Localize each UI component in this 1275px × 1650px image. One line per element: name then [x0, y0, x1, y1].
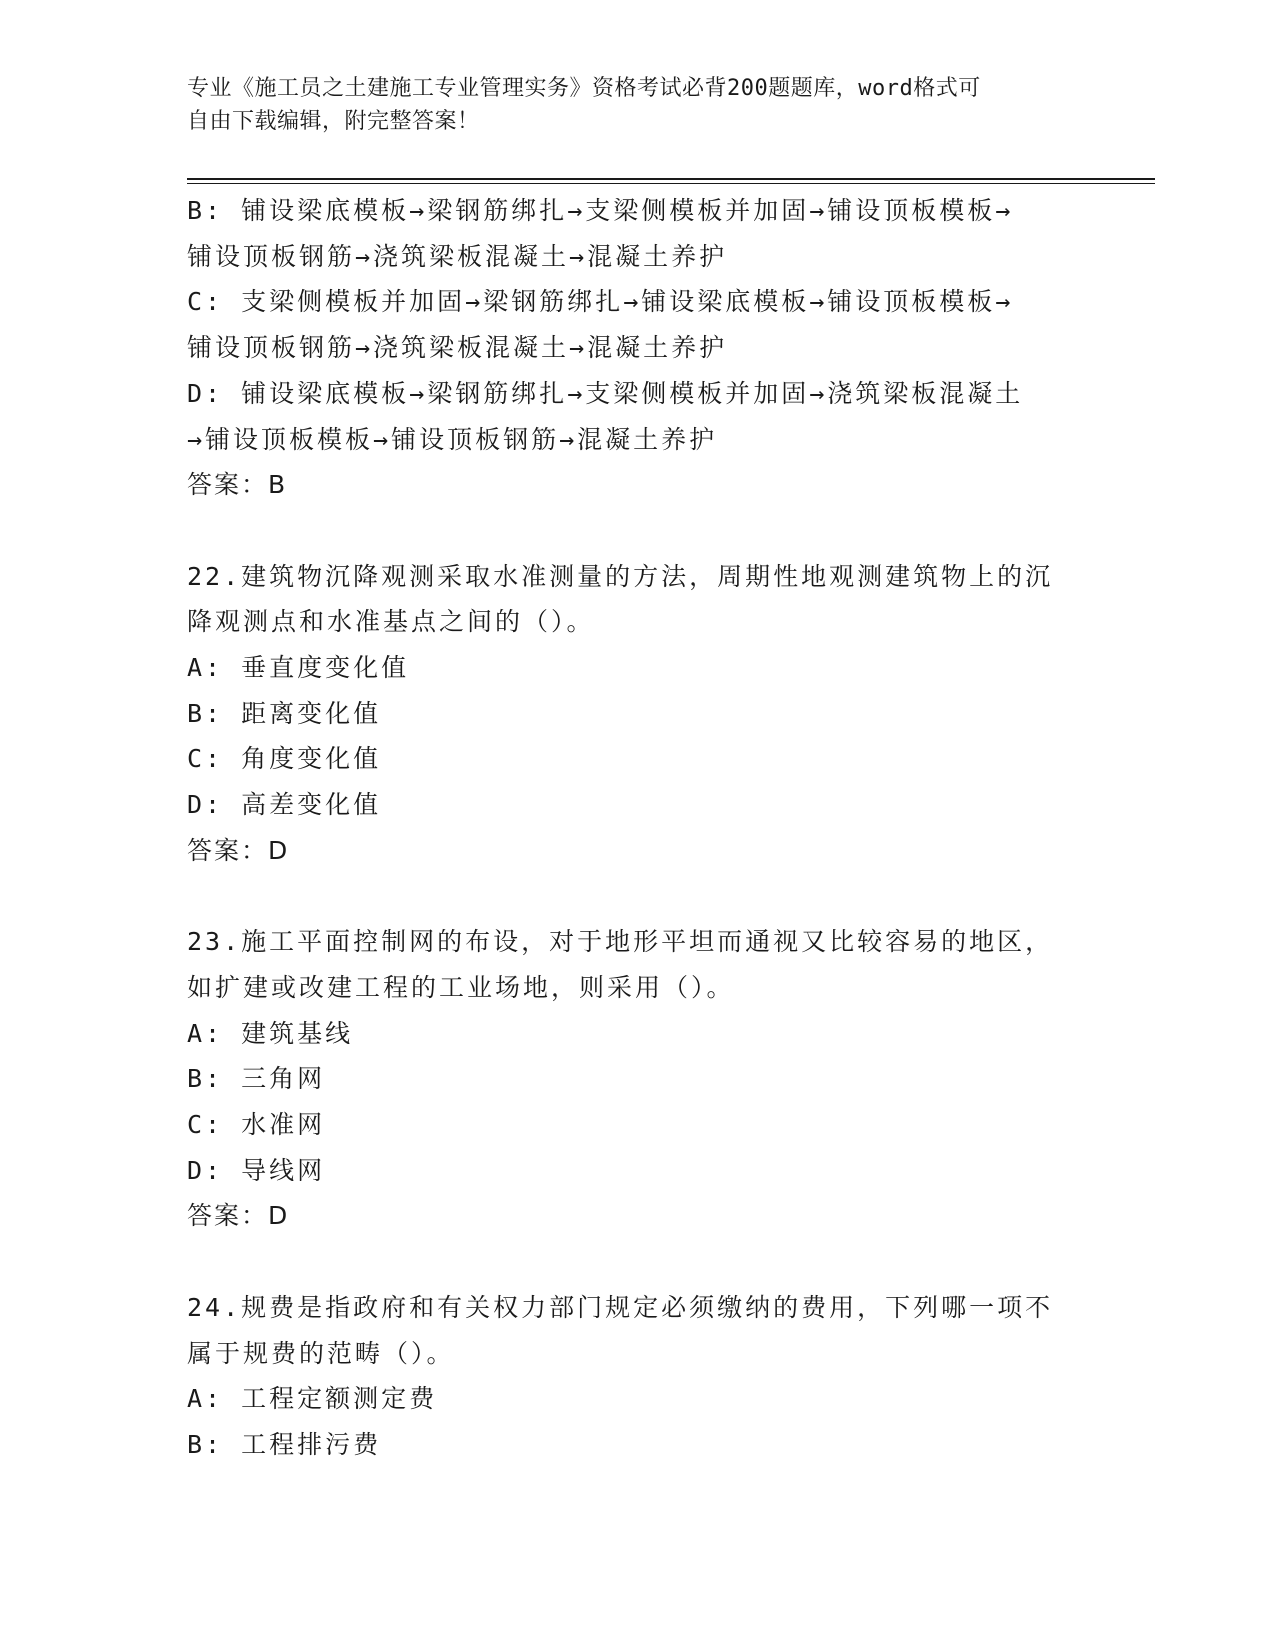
answer: 答案：D — [187, 835, 290, 865]
option-d-cont: →铺设顶板模板→铺设顶板钢筋→混凝土养护 — [187, 424, 718, 454]
question-text: 22.建筑物沉降观测采取水准测量的方法，周期性地观测建筑物上的沉 — [187, 561, 1054, 591]
option-c-cont: 铺设顶板钢筋→浇筑梁板混凝土→混凝土养护 — [187, 333, 728, 363]
header-line: 自由下载编辑，附完整答案！ — [187, 109, 480, 134]
question-text-cont: 降观测点和水准基点之间的（）。 — [187, 607, 595, 637]
option-a: A: 工程定额测定费 — [187, 1384, 438, 1414]
question-21-continued — [187, 188, 1087, 508]
question-text: 24.规费是指政府和有关权力部门规定必须缴纳的费用，下列哪一项不 — [187, 1292, 1054, 1322]
option-b: B: 铺设梁底模板→梁钢筋绑扎→支梁侧模板并加固→铺设顶板模板→ — [187, 196, 1014, 225]
option-d: D: 铺设梁底模板→梁钢筋绑扎→支梁侧模板并加固→浇筑梁板混凝土 — [187, 378, 1024, 408]
question-text: 23.施工平面控制网的布设，对于地形平坦而通视又比较容易的地区， — [187, 927, 1054, 957]
option-c: C: 水准网 — [187, 1110, 326, 1140]
question-23 — [187, 919, 1087, 1239]
option-a: A: 建筑基线 — [187, 1018, 354, 1048]
option-c: C: 支梁侧模板并加固→梁钢筋绑扎→铺设梁底模板→铺设顶板模板→ — [187, 287, 1014, 317]
page-header — [187, 72, 1067, 138]
header-divider-thin — [187, 183, 1155, 184]
question-text-cont: 如扩建或改建工程的工业场地，则采用（）。 — [187, 972, 735, 1002]
question-content — [187, 188, 1087, 1468]
header-divider — [187, 178, 1155, 180]
question-22 — [187, 554, 1087, 874]
option-b-cont: 铺设顶板钢筋→浇筑梁板混凝土→混凝土养护 — [187, 241, 728, 271]
option-b: B: 距离变化值 — [187, 698, 382, 728]
question-text-cont: 属于规费的范畴（）。 — [187, 1338, 455, 1368]
answer: 答案：D — [187, 1201, 290, 1231]
option-c: C: 角度变化值 — [187, 744, 382, 774]
option-d: D: 导线网 — [187, 1155, 326, 1185]
option-d: D: 高差变化值 — [187, 790, 382, 820]
option-a: A: 垂直度变化值 — [187, 653, 410, 683]
option-b: B: 工程排污费 — [187, 1429, 382, 1459]
header-line: 专业《施工员之土建施工专业管理实务》资格考试必背200题题库，word格式可 — [187, 76, 981, 101]
answer: 答案：B — [187, 470, 288, 500]
question-24 — [187, 1285, 1087, 1468]
option-b: B: 三角网 — [187, 1064, 326, 1094]
